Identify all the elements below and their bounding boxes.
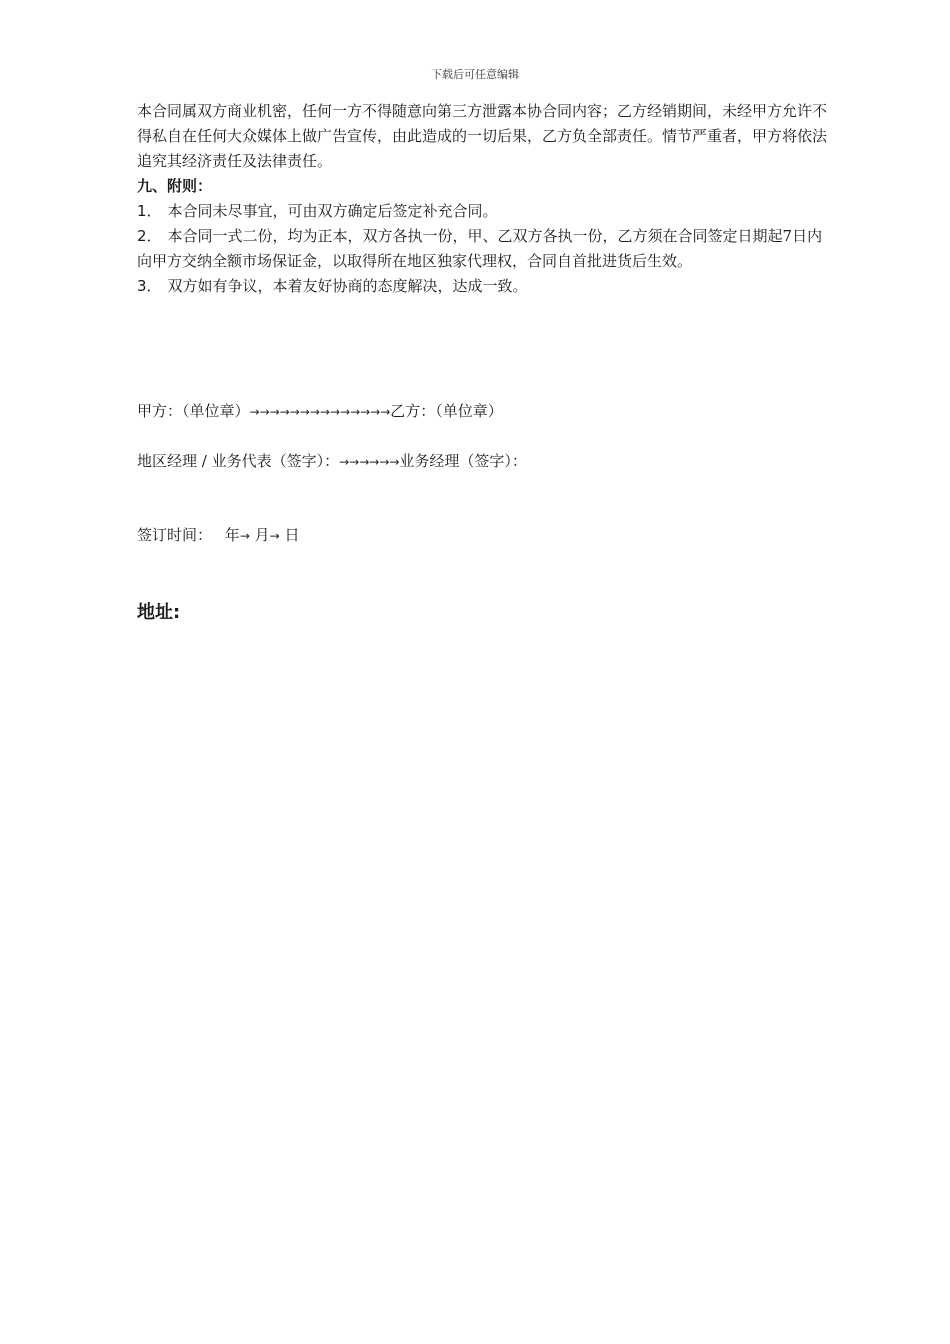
page-header-note: 下载后可任意编辑: [431, 68, 519, 81]
manager-signature-line: [137, 450, 527, 473]
sign-date-label: 签订时间：: [137, 526, 213, 544]
regional-manager-label: 地区经理 / 业务代表（签字）：: [137, 452, 340, 470]
tab-marks: →→→→→→→→→→→→→→: [249, 405, 391, 419]
item-text: 本合同一式二份，均为正本，双方各执一份，甲、乙双方各执一份，乙方须在合同签定日期起7日内向甲方交纳全额市场保证金，以取得所在地区独家代理权，合同自首批进货后生效。: [137, 227, 823, 270]
month-label: 月: [254, 526, 270, 544]
item-number: 1．: [137, 202, 162, 220]
item-number: 3．: [137, 277, 162, 295]
sign-date-line: [137, 524, 300, 547]
confidentiality-clause: 本合同属双方商业机密，任何一方不得随意向第三方泄露本协合同内容；乙方经销期间，未经甲方允许不得私自在任何大众媒体上做广告宣传，由此造成的一切后果，乙方负全部责任。情节严重者，甲方将依法追究其经济责任及法律责任。: [137, 102, 828, 170]
item-number: 2．: [137, 227, 162, 245]
section-title: 九、附则：: [137, 177, 213, 195]
business-manager-label: 业务经理（签字）：: [399, 452, 527, 470]
item-text: 本合同未尽事宜，可由双方确定后签定补充合同。: [167, 202, 498, 220]
tab-mark: →: [239, 529, 250, 543]
list-item: [137, 274, 827, 299]
party-b-label: 乙方：（单位章）: [390, 402, 503, 420]
list-item: [137, 224, 827, 274]
party-a-label: 甲方：（单位章）: [137, 402, 250, 420]
contract-body: [137, 99, 827, 299]
address-label: 地址:: [137, 602, 181, 623]
list-item: [137, 199, 827, 224]
year-label: 年: [224, 526, 240, 544]
tab-mark: →: [269, 529, 280, 543]
item-text: 双方如有争议，本着友好协商的态度解决，达成一致。: [167, 277, 528, 295]
day-label: 日: [284, 526, 300, 544]
tab-marks: →→→→→→: [339, 455, 400, 469]
party-signature-line: [137, 400, 503, 423]
